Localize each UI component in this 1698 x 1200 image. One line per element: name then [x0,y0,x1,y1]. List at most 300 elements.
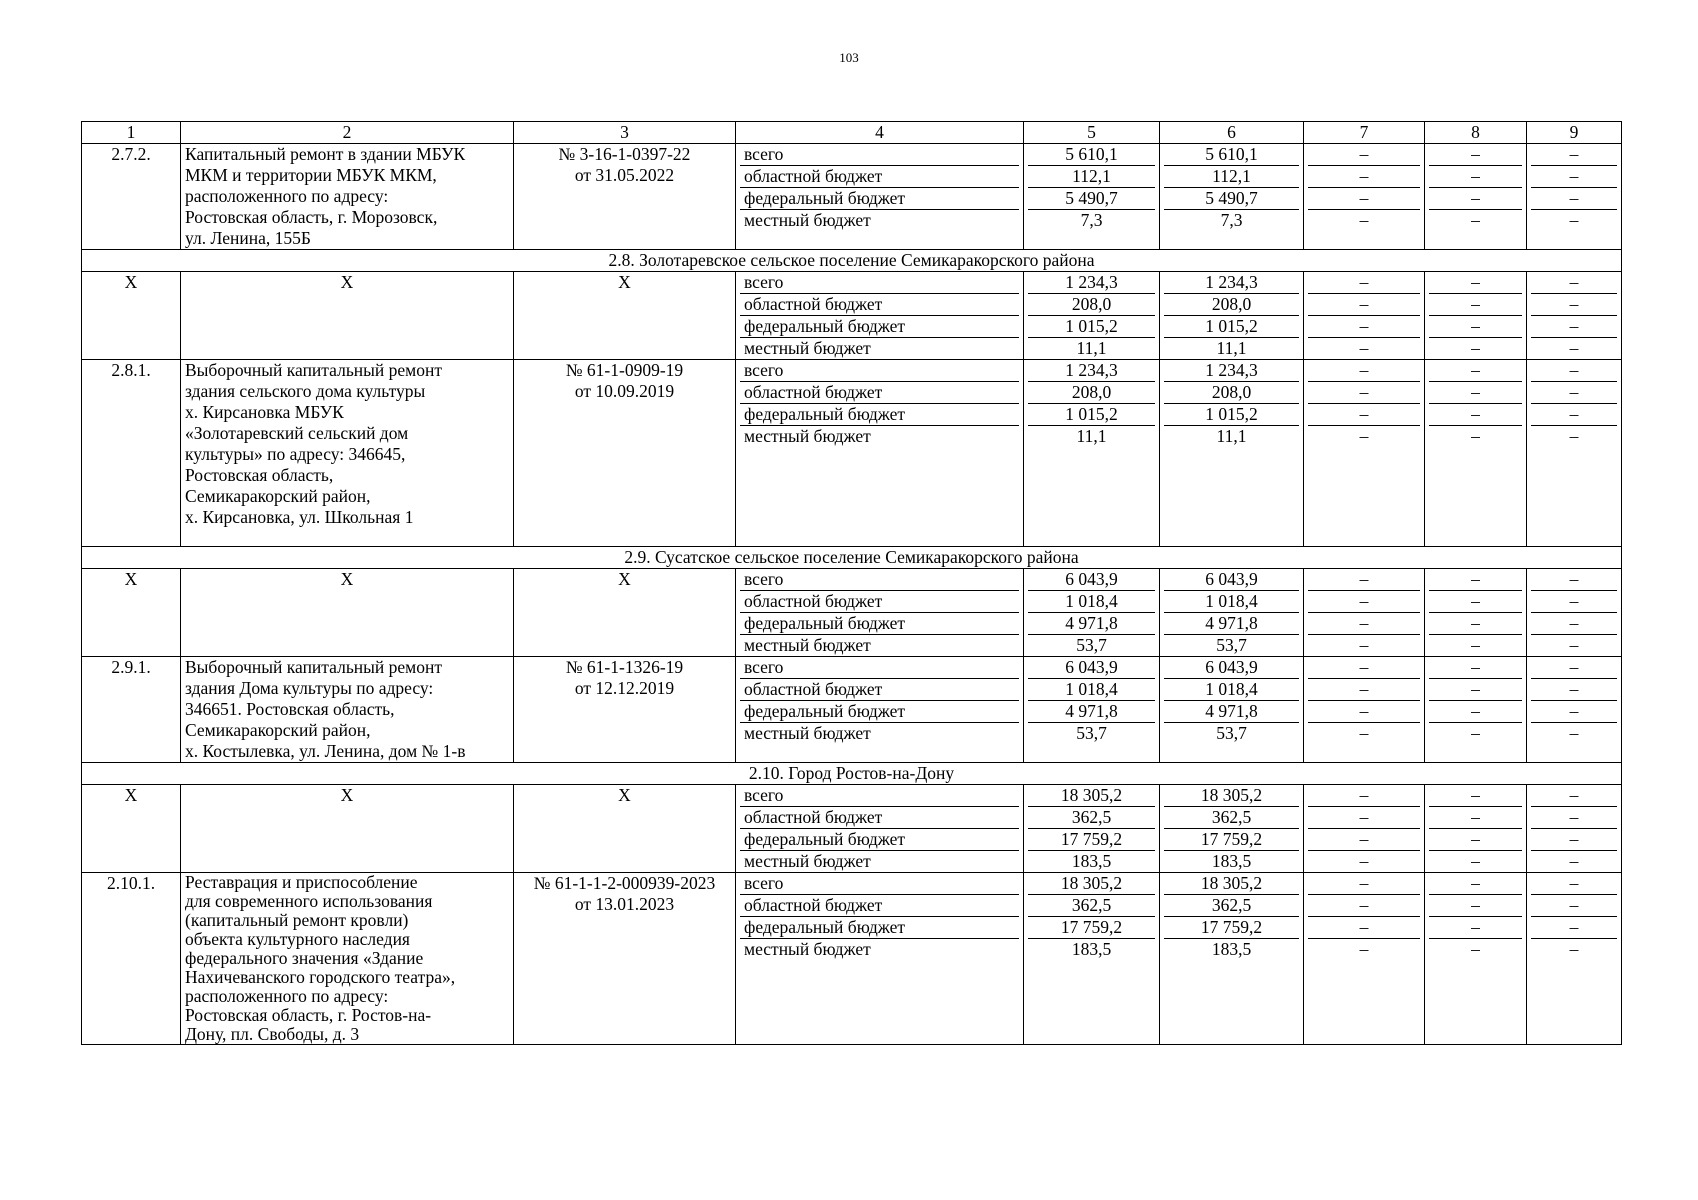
value-cell: – [1308,895,1420,917]
sub-row [1028,851,1155,873]
sub-row [740,851,1019,873]
sub-row [1531,210,1617,232]
value-cell-stack [1028,272,1155,359]
value-cell: 208,0 [1164,382,1299,404]
value-cell: – [1429,613,1522,635]
funding-source-stack [740,785,1019,872]
value-cell-stack [1531,873,1617,960]
document-ref [514,785,736,873]
funding-source: федеральный бюджет [740,613,1019,635]
sub-row [1308,210,1420,232]
item-name-line: Реставрация и приспособление [185,872,418,892]
value-cell: – [1569,272,1579,292]
sub-row [740,829,1019,851]
sub-row [740,701,1019,723]
sub-row [1164,316,1299,338]
item-name-line: Ростовская область, г. Ростов-на- [185,1005,432,1025]
value-cell: – [1531,382,1617,404]
value-cell: – [1531,426,1617,448]
value-cell: – [1531,404,1617,426]
sub-row [740,426,1019,448]
sub-row [1429,723,1522,745]
sub-row [1308,188,1420,210]
item-name [181,873,514,1045]
value-cell-stack [1531,272,1617,359]
value-cell-stack [1429,873,1522,960]
sub-row [1028,679,1155,701]
sub-row [1308,701,1420,723]
sub-row [740,591,1019,613]
value-cell-stack [1308,272,1420,359]
sub-row [1429,316,1522,338]
value-cell: 362,5 [1028,895,1155,917]
value-cell: – [1569,360,1579,380]
item-name-line: Выборочный капитальный ремонт [185,360,443,380]
sub-row [1164,613,1299,635]
funding-sources [736,272,1024,360]
value-cell: – [1569,569,1579,589]
table-row [82,144,1622,250]
value-cell-stack [1308,657,1420,744]
value-cell-stack [1308,144,1420,231]
value-column-c8 [1425,569,1527,657]
sub-row [1164,338,1299,360]
funding-source: всего [744,272,784,292]
sub-row [1028,591,1155,613]
value-cell: – [1531,723,1617,745]
column-numbers-row [82,122,1622,144]
value-cell: 11,1 [1028,338,1155,360]
section-row [82,250,1622,272]
section-row [82,547,1622,569]
sub-row [1308,873,1420,895]
item-name-line: расположенного по адресу: [185,186,389,206]
item-number: Х [82,785,181,873]
value-cell: 112,1 [1164,166,1299,188]
value-cell: – [1308,188,1420,210]
sub-row [1164,166,1299,188]
table-row [82,360,1622,547]
sub-row [740,873,1019,895]
value-cell: – [1429,917,1522,939]
document-ref [514,873,736,1045]
value-column-c9 [1527,360,1622,547]
sub-row [1429,188,1522,210]
sub-row [1164,188,1299,210]
sub-row [1028,701,1155,723]
funding-sources [736,873,1024,1045]
sub-row [1028,895,1155,917]
sub-row [1308,316,1420,338]
value-cell-stack [1531,144,1617,231]
sub-row [1531,635,1617,657]
sub-row [1429,635,1522,657]
value-cell: 183,5 [1028,939,1155,961]
value-cell: – [1531,895,1617,917]
sub-row [1531,851,1617,873]
item-name-line: расположенного по адресу: [185,986,389,1006]
value-cell: 183,5 [1028,851,1155,873]
value-cell: – [1308,382,1420,404]
funding-source: федеральный бюджет [740,829,1019,851]
document-ref-line: № 61-1-0909-19 [565,360,684,380]
funding-source-stack [740,569,1019,656]
value-column-c5 [1024,873,1160,1045]
sub-row [1308,144,1420,166]
sub-row [1531,807,1617,829]
section-title: 2.10. Город Ростов-на-Дону [82,763,1622,785]
value-cell: – [1471,657,1480,677]
value-cell-stack [1429,657,1522,744]
page-number: 103 [839,50,859,65]
value-column-c9 [1527,657,1622,763]
funding-source: областной бюджет [740,166,1019,188]
value-cell: – [1429,166,1522,188]
value-cell-stack [1164,569,1299,656]
sub-row [1308,939,1420,961]
column-number: 2 [181,122,514,144]
value-cell: – [1569,144,1579,164]
column-number: 6 [1160,122,1304,144]
value-cell-stack [1028,657,1155,744]
sub-row [1531,873,1617,895]
value-column-c7 [1304,360,1425,547]
value-cell-stack [1308,360,1420,447]
value-cell: 6 043,9 [1065,657,1118,677]
sub-row [1531,829,1617,851]
funding-sources [736,144,1024,250]
value-cell: – [1531,679,1617,701]
funding-source: всего [744,569,784,589]
item-name-line: Выборочный капитальный ремонт [185,657,443,677]
sub-row [1531,426,1617,448]
value-cell: – [1429,851,1522,873]
column-number: 3 [514,122,736,144]
sub-row [1531,613,1617,635]
value-cell: – [1359,569,1369,589]
table-row [82,569,1622,657]
value-cell: – [1531,188,1617,210]
document-ref [514,360,736,547]
sub-row [1531,316,1617,338]
value-cell-stack [1531,360,1617,447]
value-cell: – [1429,829,1522,851]
sub-row [1308,426,1420,448]
item-name-line: х. Кирсановка МБУК [185,402,344,422]
value-cell: – [1429,939,1522,961]
value-cell: – [1308,829,1420,851]
document-ref-line: от 10.09.2019 [574,381,675,401]
sub-row [1308,895,1420,917]
value-cell: 18 305,2 [1060,873,1123,893]
value-cell: 4 971,8 [1028,613,1155,635]
value-cell: 362,5 [1164,895,1299,917]
funding-sources [736,360,1024,547]
value-cell: 17 759,2 [1164,829,1299,851]
sub-row [1429,657,1522,679]
table-body [82,122,1622,1045]
funding-sources [736,569,1024,657]
funding-source: местный бюджет [740,939,1019,961]
item-number: 2.9.1. [82,657,181,763]
funding-source: всего [744,785,784,805]
value-cell: 1 234,3 [1205,272,1258,292]
item-name-line: Ростовская область, г. Морозовск, [185,207,438,227]
value-cell: 1 234,3 [1205,360,1258,380]
section-title: 2.9. Сусатское сельское поселение Семикаракорского района [82,547,1622,569]
sub-row [1308,404,1420,426]
sub-row [1028,723,1155,745]
section-row [82,763,1622,785]
funding-sources [736,657,1024,763]
value-cell: 362,5 [1028,807,1155,829]
funding-source: всего [744,360,784,380]
document-ref [514,569,736,657]
value-cell: 11,1 [1164,426,1299,448]
value-cell: 4 971,8 [1028,701,1155,723]
value-cell: 5 610,1 [1065,144,1118,164]
value-column-c9 [1527,569,1622,657]
sub-row [1164,851,1299,873]
sub-row [1429,166,1522,188]
funding-source: федеральный бюджет [740,316,1019,338]
value-cell: – [1569,657,1579,677]
sub-row [1028,807,1155,829]
table-row [82,272,1622,360]
funding-source: областной бюджет [740,679,1019,701]
funding-source: всего [744,657,784,677]
value-column-c8 [1425,272,1527,360]
value-cell: – [1429,404,1522,426]
value-cell: – [1429,807,1522,829]
value-column-c6 [1160,272,1304,360]
item-name-line: х. Кирсановка, ул. Школьная 1 [185,507,414,527]
value-cell: – [1308,851,1420,873]
value-cell: 4 971,8 [1164,613,1299,635]
value-cell-stack [1028,873,1155,960]
sub-row [1531,166,1617,188]
value-column-c8 [1425,144,1527,250]
funding-sources [736,785,1024,873]
sub-row [740,895,1019,917]
value-cell: – [1471,569,1480,589]
table-row [82,873,1622,1045]
document-ref-line: № 3-16-1-0397-22 [558,144,691,164]
value-cell: – [1429,316,1522,338]
sub-row [1164,939,1299,961]
value-cell: 53,7 [1028,723,1155,745]
value-cell: – [1359,272,1369,292]
value-cell: – [1308,807,1420,829]
sub-row [1164,785,1299,807]
value-cell: 11,1 [1028,426,1155,448]
value-cell: – [1359,873,1369,893]
sub-row [1531,360,1617,382]
sub-row [1028,635,1155,657]
value-column-c9 [1527,873,1622,1045]
sub-row [1308,917,1420,939]
value-column-c7 [1304,873,1425,1045]
value-cell: – [1531,829,1617,851]
sub-row [1164,807,1299,829]
sub-row [1531,917,1617,939]
item-number: Х [82,569,181,657]
document-ref [514,272,736,360]
sub-row [1164,569,1299,591]
item-name [181,144,514,250]
sub-row [740,144,1019,166]
item-name-line: Х [340,272,354,292]
sub-row [740,210,1019,232]
value-cell: 1 018,4 [1164,679,1299,701]
value-column-c7 [1304,144,1425,250]
value-cell: 18 305,2 [1200,873,1263,893]
sub-row [1028,829,1155,851]
value-cell: – [1531,316,1617,338]
sub-row [1531,569,1617,591]
sub-row [1028,166,1155,188]
value-cell: – [1308,294,1420,316]
value-column-c6 [1160,657,1304,763]
sub-row [1164,679,1299,701]
sub-row [1164,272,1299,294]
value-cell-stack [1028,360,1155,447]
sub-row [1028,785,1155,807]
value-cell: – [1531,917,1617,939]
sub-row [1531,404,1617,426]
sub-row [1429,569,1522,591]
section-title: 2.8. Золотаревское сельское поселение Семикаракорского района [82,250,1622,272]
value-cell-stack [1429,144,1522,231]
value-cell-stack [1164,360,1299,447]
funding-source-stack [740,657,1019,744]
sub-row [1308,829,1420,851]
value-cell: 1 018,4 [1028,591,1155,613]
value-cell: – [1569,785,1579,805]
sub-row [1531,591,1617,613]
value-column-c5 [1024,144,1160,250]
sub-row [1429,895,1522,917]
value-column-c9 [1527,785,1622,873]
funding-source: федеральный бюджет [740,701,1019,723]
table-row [82,657,1622,763]
sub-row [1531,785,1617,807]
sub-row [740,613,1019,635]
value-cell-stack [1308,873,1420,960]
sub-row [1429,272,1522,294]
value-column-c8 [1425,873,1527,1045]
value-column-c6 [1160,873,1304,1045]
document-ref-line: № 61-1-1-2-000939-2023 [533,873,716,893]
item-name-line: ул. Ленина, 155Б [185,228,311,248]
value-cell: – [1471,360,1480,380]
value-cell-stack [1531,657,1617,744]
value-column-c6 [1160,785,1304,873]
item-number: Х [82,272,181,360]
column-number: 5 [1024,122,1160,144]
item-number: 2.7.2. [82,144,181,250]
sub-row [1028,426,1155,448]
value-column-c5 [1024,272,1160,360]
sub-row [1164,426,1299,448]
value-column-c8 [1425,360,1527,547]
value-column-c7 [1304,569,1425,657]
sub-row [1164,404,1299,426]
value-cell: 183,5 [1164,939,1299,961]
value-cell: – [1429,294,1522,316]
sub-row [1164,723,1299,745]
value-column-c8 [1425,785,1527,873]
value-column-c5 [1024,785,1160,873]
sub-row [1028,917,1155,939]
value-cell: 6 043,9 [1065,569,1118,589]
value-cell: 53,7 [1164,723,1299,745]
sub-row [1028,144,1155,166]
value-cell-stack [1164,785,1299,872]
value-cell: 18 305,2 [1060,785,1123,805]
column-number: 4 [736,122,1024,144]
value-cell: 208,0 [1028,382,1155,404]
value-cell: 183,5 [1164,851,1299,873]
value-cell: – [1471,785,1480,805]
item-name-line: Ростовская область, [185,465,334,485]
sub-row [1028,382,1155,404]
document-ref-line: от 31.05.2022 [574,165,675,185]
value-cell: – [1308,679,1420,701]
sub-row [740,657,1019,679]
sub-row [1429,851,1522,873]
column-number: 1 [82,122,181,144]
document-ref-line: от 12.12.2019 [574,678,675,698]
sub-row [1308,851,1420,873]
value-cell: – [1429,701,1522,723]
item-name [181,569,514,657]
sub-row [1531,382,1617,404]
sub-row [1028,404,1155,426]
value-cell: – [1308,404,1420,426]
item-name [181,360,514,547]
value-column-c5 [1024,360,1160,547]
funding-source: областной бюджет [740,895,1019,917]
sub-row [1028,569,1155,591]
value-column-c6 [1160,360,1304,547]
item-name [181,785,514,873]
item-name-line: Х [340,785,354,805]
value-cell: – [1471,873,1480,893]
value-cell-stack [1164,144,1299,231]
sub-row [1308,657,1420,679]
sub-row [1429,807,1522,829]
funding-source-stack [740,873,1019,960]
value-cell: – [1308,701,1420,723]
funding-source: областной бюджет [740,382,1019,404]
sub-row [1429,144,1522,166]
value-column-c6 [1160,144,1304,250]
document-ref-line: Х [618,272,631,292]
sub-row [1028,188,1155,210]
sub-row [1429,873,1522,895]
document-ref-line: Х [618,569,631,589]
sub-row [1028,657,1155,679]
value-cell: 17 759,2 [1028,917,1155,939]
table-row [82,785,1622,873]
value-column-c6 [1160,569,1304,657]
sub-row [1164,294,1299,316]
value-cell: – [1429,679,1522,701]
item-name-line: х. Костылевка, ул. Ленина, дом № 1-в [185,741,466,761]
value-cell: 4 971,8 [1164,701,1299,723]
value-cell: – [1531,338,1617,360]
